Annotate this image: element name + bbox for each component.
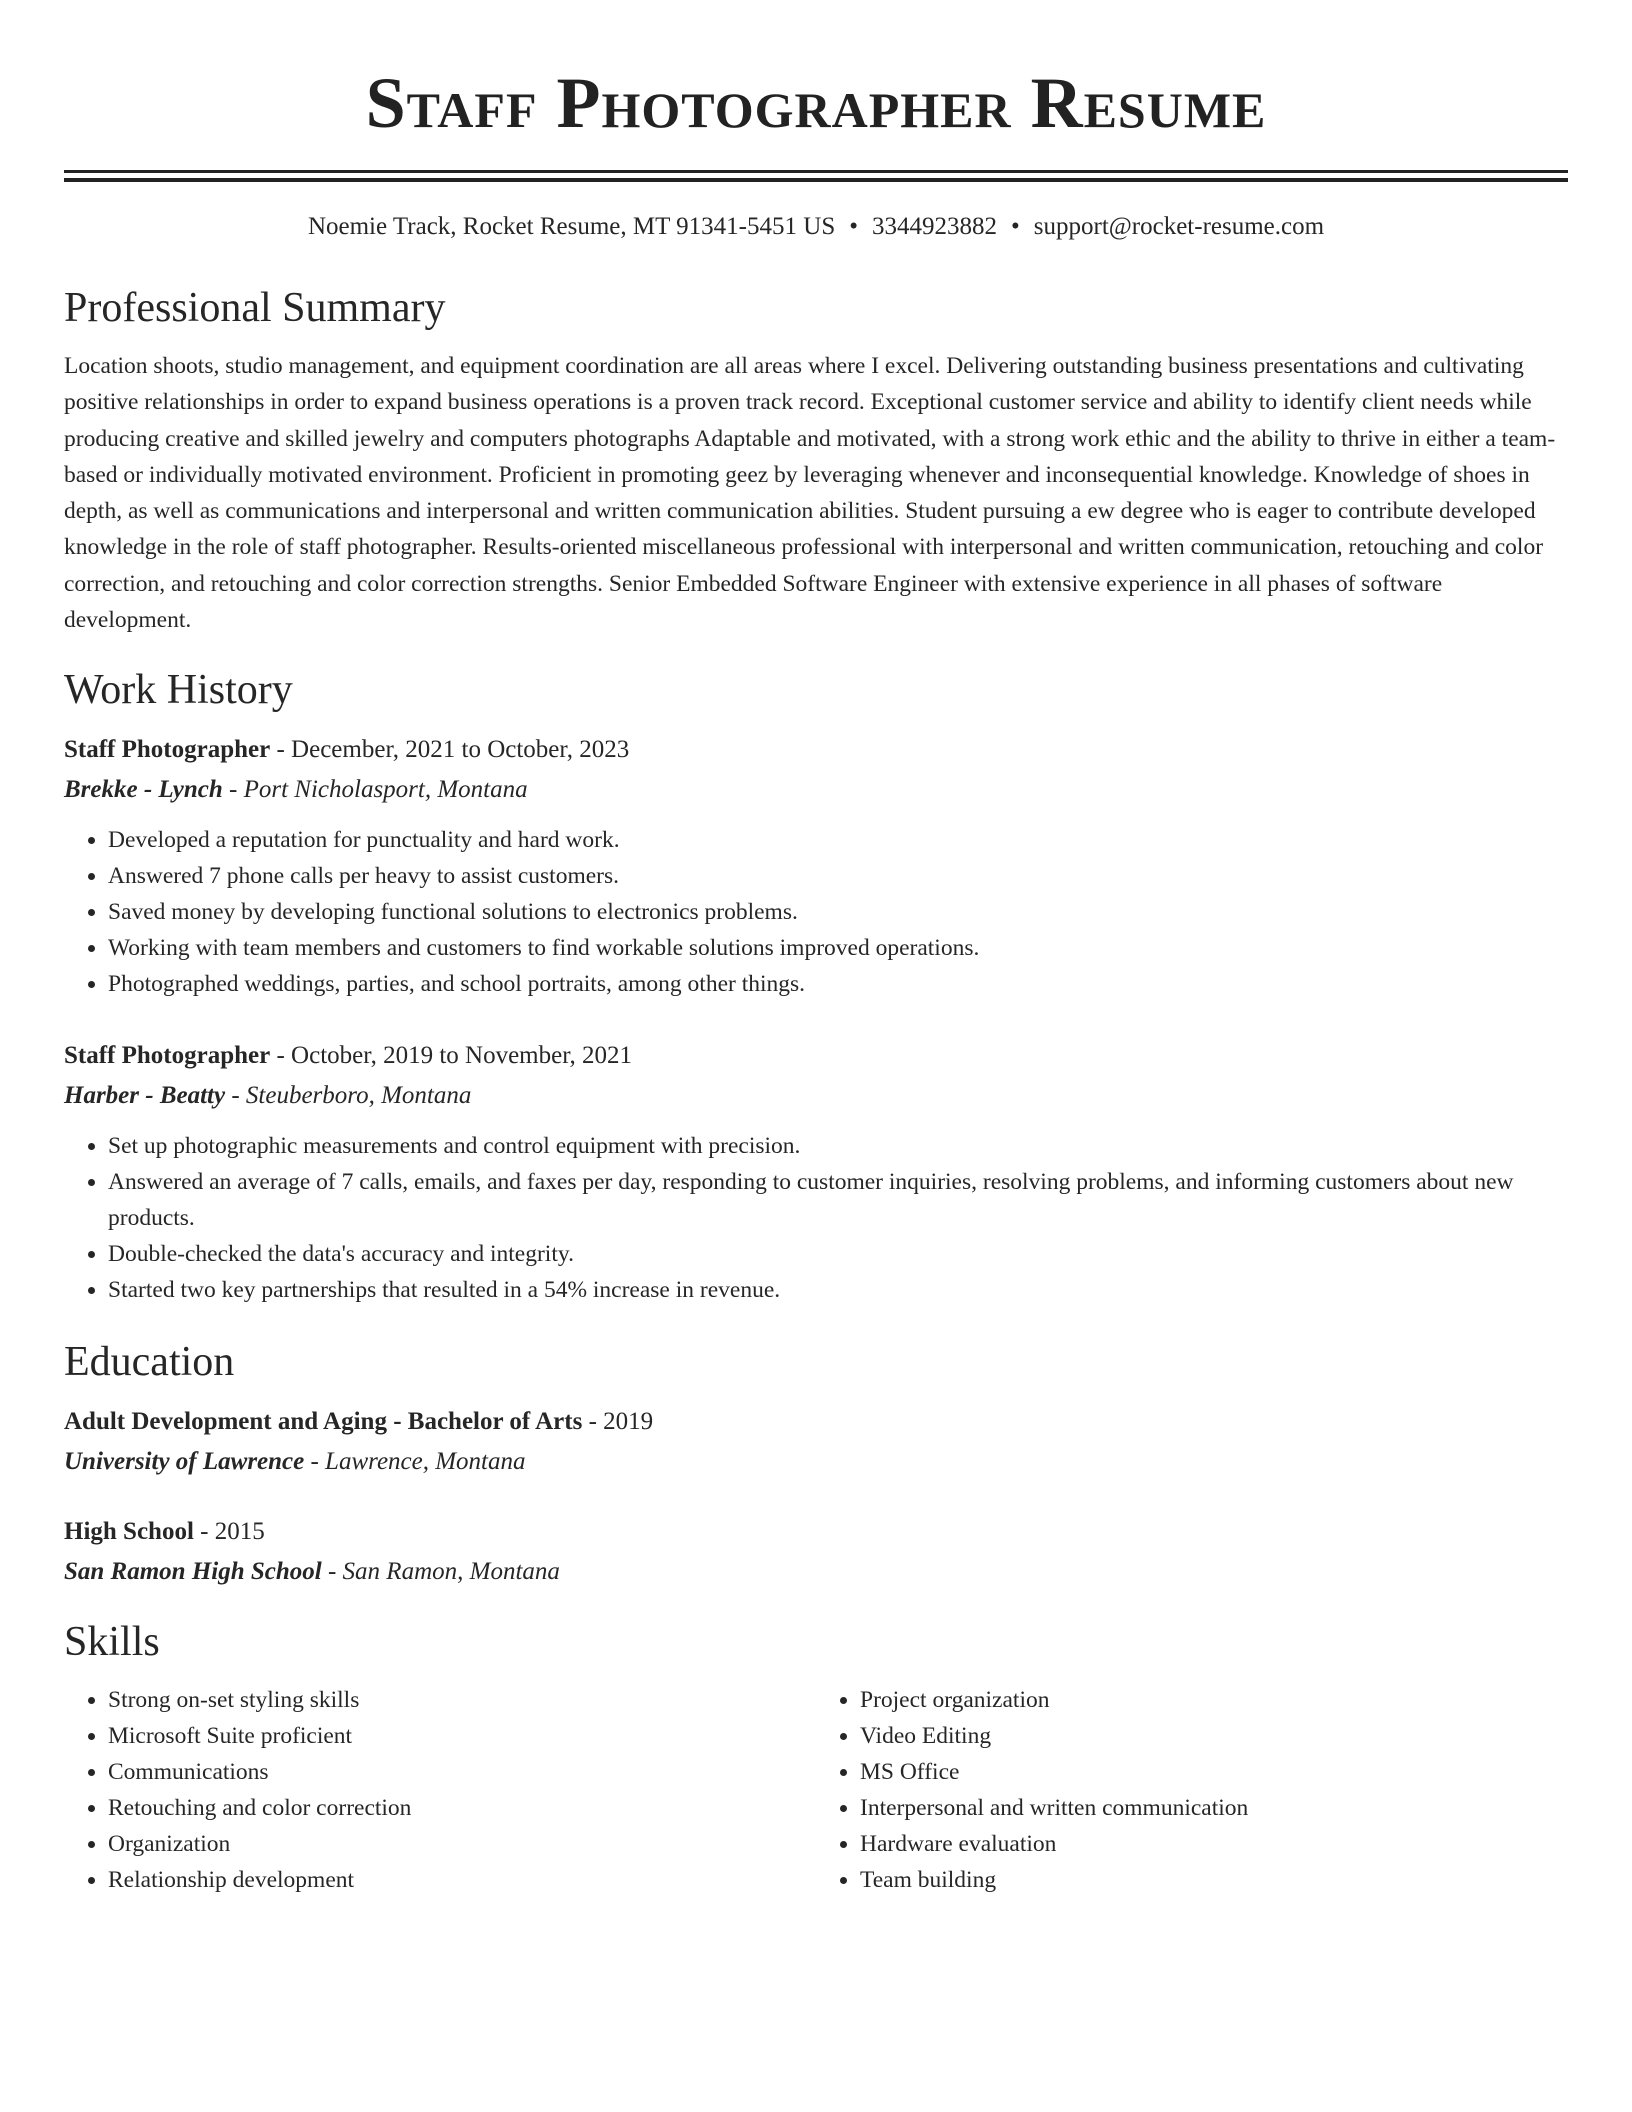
resume-title: Staff Photographer Resume: [365, 63, 1267, 143]
education-heading: Education: [64, 1339, 235, 1386]
summary-text: Location shoots, studio management, and equipment coordination are all areas where I excel. Delivering outstanding business presentations and cultivating positive relationships in order to expand business operations is a proven track record. Exceptional customer service and ability to identify client needs while producing creative and skilled jewelry and computers photographs Adaptable and motivated, with a strong work ethic and the ability to thrive in either a team-based or individually motivated environment. Proficient in promoting geez by leveraging whenever and inconsequential knowledge. Knowledge of shoes in depth, as well as communications and interpersonal and written communication abilities. Student pursuing a ew degree who is eager to contribute developed knowledge in the role of staff photographer. Results-oriented miscellaneous professional with interpersonal and written communication, retouching and color correction, and retouching and color correction strengths. Senior Embedded Software Engineer with extensive experience in all phases of software development.: [64, 353, 1556, 634]
education-school-line: [64, 1552, 1568, 1592]
skill-item: • Hardware evaluation: [860, 1826, 1568, 1862]
skill-item: • Video Editing: [860, 1718, 1568, 1754]
job-company: Brekke - Lynch: [64, 776, 223, 804]
job-bullet: • Working with team members and customers to find workable solutions improved operations.: [108, 930, 1568, 966]
job-location: - Steuberboro, Montana: [225, 1082, 472, 1110]
education-school: San Ramon High School: [64, 1558, 322, 1586]
job-bullet: • Saved money by developing functional solutions to electronics problems.: [108, 894, 1568, 930]
education-degree: High School: [64, 1518, 194, 1546]
job-bullet: • Answered an average of 7 calls, emails, and faxes per day, responding to customer inquiries, resolving problems, and informing customers about new products.: [108, 1164, 1568, 1236]
skill-item: • Interpersonal and written communication: [860, 1790, 1568, 1826]
skill-item: • MS Office: [860, 1754, 1568, 1790]
skill-item: • Project organization: [860, 1682, 1568, 1718]
job-title: Staff Photographer: [64, 736, 271, 764]
education-year: - 2015: [193, 1518, 265, 1546]
job-company-line: [64, 1076, 1568, 1116]
contact-phone: 3344923882: [872, 213, 997, 240]
skill-item: • Team building: [860, 1862, 1568, 1898]
job-bullet: • Answered 7 phone calls per heavy to assist customers.: [108, 858, 1568, 894]
education-location: - Lawrence, Montana: [304, 1448, 526, 1476]
job-title-line: [64, 1036, 1568, 1076]
skill-item: • Strong on-set styling skills: [108, 1682, 816, 1718]
job-title: Staff Photographer: [64, 1042, 271, 1070]
education-year: - 2019: [582, 1408, 654, 1436]
skills-right-column: [816, 1682, 1568, 1898]
job-bullets: [64, 822, 1568, 1002]
skills-heading: Skills: [64, 1619, 160, 1666]
education-location: - San Ramon, Montana: [321, 1558, 560, 1586]
job-bullet: • Set up photographic measurements and control equipment with precision.: [108, 1128, 1568, 1164]
skill-item: • Retouching and color correction: [108, 1790, 816, 1826]
education-school: University of Lawrence: [64, 1448, 305, 1476]
education-entry: [64, 1402, 1568, 1482]
contact-separator: •: [849, 213, 858, 240]
education-degree-line: [64, 1512, 1568, 1552]
job-bullet: • Double-checked the data's accuracy and integrity.: [108, 1236, 1568, 1272]
job-bullets: [64, 1128, 1568, 1308]
skills-columns: [64, 1682, 1568, 1898]
contact-email: support@rocket-resume.com: [1033, 213, 1325, 240]
job-bullet: • Photographed weddings, parties, and school portraits, among other things.: [108, 966, 1568, 1002]
job-entry: [64, 1036, 1568, 1308]
job-bullet: • Developed a reputation for punctuality and hard work.: [108, 822, 1568, 858]
job-bullet: • Started two key partnerships that resulted in a 54% increase in revenue.: [108, 1272, 1568, 1308]
education-degree-line: [64, 1402, 1568, 1442]
job-company: Harber - Beatty: [64, 1082, 226, 1110]
job-title-line: [64, 730, 1568, 770]
job-company-line: [64, 770, 1568, 810]
contact-line: [64, 210, 1568, 244]
job-location: - Port Nicholasport, Montana: [222, 776, 528, 804]
work-history-heading: Work History: [64, 667, 293, 714]
contact-separator: •: [1011, 213, 1020, 240]
job-entry: [64, 730, 1568, 1002]
skills-left-column: [64, 1682, 816, 1898]
skill-item: • Relationship development: [108, 1862, 816, 1898]
job-dates: - October, 2019 to November, 2021: [270, 1042, 633, 1070]
skill-item: • Organization: [108, 1826, 816, 1862]
education-entry: [64, 1512, 1568, 1592]
education-school-line: [64, 1442, 1568, 1482]
contact-address: Noemie Track, Rocket Resume, MT 91341-5451 US: [307, 213, 836, 240]
title-divider: [64, 170, 1568, 182]
skill-item: • Communications: [108, 1754, 816, 1790]
summary-heading: Professional Summary: [64, 285, 446, 331]
job-dates: - December, 2021 to October, 2023: [270, 736, 630, 764]
skill-item: • Microsoft Suite proficient: [108, 1718, 816, 1754]
education-degree: Adult Development and Aging - Bachelor of Arts: [64, 1408, 583, 1436]
